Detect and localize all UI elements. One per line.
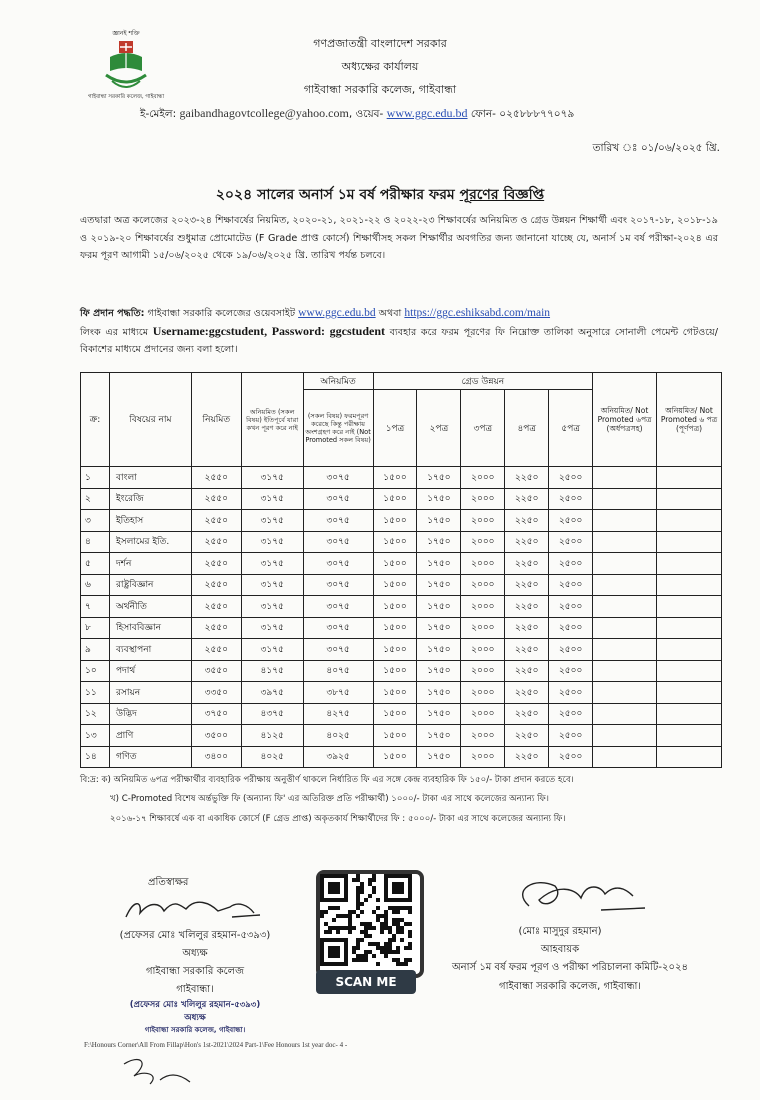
paper-fee-cell: ২৫০০ — [549, 639, 593, 661]
regular-fee-cell: ৩৪০০ — [191, 746, 241, 768]
paper-fee-cell: ২২৫০ — [505, 746, 549, 768]
paper-fee-cell: ১৭৫০ — [417, 703, 461, 725]
paper-fee-cell: ২২৫০ — [505, 574, 549, 596]
fee-table-body — [81, 467, 722, 768]
subject-cell: অর্থনীতি — [109, 596, 191, 618]
paper-fee-cell: ১৭৫০ — [417, 617, 461, 639]
header-paper-5: ৫পত্র — [549, 390, 593, 467]
empty-cell — [657, 596, 722, 618]
paper-fee-cell: ২২৫০ — [505, 531, 549, 553]
header-paper-1: ১পত্র — [373, 390, 417, 467]
header-serial: ক্র: — [81, 373, 110, 467]
paper-fee-cell: ১৫০০ — [373, 617, 417, 639]
empty-cell — [657, 531, 722, 553]
logo-motto: জ্ঞানই শক্তি — [112, 30, 140, 37]
paper-fee-cell: ২০০০ — [461, 617, 505, 639]
paper-fee-cell: ২২৫০ — [505, 703, 549, 725]
title-main: ২০২৪ সালের অনার্স ১ম বর্ষ পরীক্ষার ফরম — [215, 187, 460, 203]
header-college: গাইবান্ধা সরকারি কলেজ, গাইবান্ধা — [303, 83, 457, 96]
empty-cell — [657, 553, 722, 575]
serial-cell: ৮ — [81, 617, 110, 639]
table-row — [81, 531, 722, 553]
paper-fee-cell: ১৭৫০ — [417, 467, 461, 489]
empty-cell — [657, 639, 722, 661]
table-row — [81, 746, 722, 768]
subject-cell: রাষ্ট্রবিজ্ঞান — [109, 574, 191, 596]
fee-text-2: লিংক এর মাধ্যমে — [80, 326, 153, 338]
regular-fee-cell: ২৫৫০ — [191, 574, 241, 596]
irregular-fee-cell: ৪৩৭৫ — [241, 703, 303, 725]
paper-fee-cell: ১৫০০ — [373, 510, 417, 532]
not-promoted-fee-cell: ৩০৭৫ — [303, 639, 373, 661]
serial-cell: ৩ — [81, 510, 110, 532]
website-link[interactable]: www.ggc.edu.bd — [386, 106, 468, 120]
not-promoted-fee-cell: ৩৮৭৫ — [303, 682, 373, 704]
fee-eshiksa-link[interactable]: https://ggc.eshiksabd.com/main — [404, 307, 551, 319]
paper-fee-cell: ২২৫০ — [505, 596, 549, 618]
table-row — [81, 639, 722, 661]
web-label: , ওয়েব- — [348, 108, 384, 120]
empty-cell — [593, 725, 657, 747]
paper-fee-cell: ২২৫০ — [505, 660, 549, 682]
note-b: খ) C-Promoted বিশেষ অর্ন্তভুক্তি ফি (অন্যান্য ফি' এর অতিরিক্ত প্রতি পরীক্ষার্থী) ১০০০/- টাকা এর সাথে কলেজের অন্যান্য ফি। — [110, 794, 549, 804]
empty-cell — [657, 682, 722, 704]
convener-committee: অনার্স ১ম বর্ষ ফরম পূরণ ও পরীক্ষা পরিচালনা কমিটি-২০২৪ — [452, 962, 688, 973]
table-row — [81, 617, 722, 639]
stamp-title: অধ্যক্ষ — [184, 1013, 206, 1023]
paper-fee-cell: ১৭৫০ — [417, 488, 461, 510]
principal-college: গাইবান্ধা সরকারি কলেজ — [145, 966, 245, 977]
not-promoted-fee-cell: ৪০২৫ — [303, 725, 373, 747]
table-row — [81, 574, 722, 596]
empty-cell — [593, 703, 657, 725]
paper-fee-cell: ২২৫০ — [505, 682, 549, 704]
irregular-fee-cell: ৩১৭৫ — [241, 639, 303, 661]
convener-college: গাইবান্ধা সরকারি কলেজ, গাইবান্ধা। — [499, 981, 641, 992]
serial-cell: ১১ — [81, 682, 110, 704]
paper-fee-cell: ১৫০০ — [373, 467, 417, 489]
subject-cell: প্রাণি — [109, 725, 191, 747]
serial-cell: ৫ — [81, 553, 110, 575]
irregular-fee-cell: ৩৯৭৫ — [241, 682, 303, 704]
title-underlined: পূরণের বিজ্ঞপ্তি — [459, 187, 545, 203]
irregular-fee-cell: ৩১৭৫ — [241, 488, 303, 510]
serial-cell: ২ — [81, 488, 110, 510]
header-irregular-new: অনিয়মিত (সকল বিষয়) ইতিপূর্বে যারা কখন পূরণ করে নাই — [241, 373, 303, 467]
header-irregular-not-promoted: (সকল বিষয়) ফরমপূরণ করেছে কিন্তু পরীক্ষায় অংশগ্রহণ করে নাই (Not Promoted সকল বিষয়) — [303, 390, 373, 467]
stamp-college: গাইবান্ধা সরকারি কলেজ, গাইবান্ধা। — [144, 1026, 246, 1034]
header-office: অধ্যক্ষের কার্যালয় — [341, 60, 419, 73]
convener-signature-icon — [505, 872, 655, 920]
subject-cell: দর্শন — [109, 553, 191, 575]
irregular-fee-cell: ৩১৭৫ — [241, 510, 303, 532]
principal-signature-icon — [120, 895, 270, 927]
paper-fee-cell: ২৫০০ — [549, 467, 593, 489]
not-promoted-fee-cell: ৩০৭৫ — [303, 553, 373, 575]
irregular-fee-cell: ৪১৭৫ — [241, 660, 303, 682]
paper-fee-cell: ১৫০০ — [373, 660, 417, 682]
paper-fee-cell: ২০০০ — [461, 488, 505, 510]
serial-cell: ১২ — [81, 703, 110, 725]
paper-fee-cell: ১৭৫০ — [417, 510, 461, 532]
regular-fee-cell: ৩৫৫০ — [191, 660, 241, 682]
note-c: ২০১৬-১৭ শিক্ষাবর্ষে এক বা একাধিক কোর্সে (F গ্রেড প্রাপ্ত) অকৃতকার্য শিক্ষার্থীদের ফি : ৫০০০/- টাকা এর সাথে কলেজের অন্যান্য ফি। — [110, 814, 566, 824]
paper-fee-cell: ১৫০০ — [373, 488, 417, 510]
empty-cell — [657, 574, 722, 596]
paper-fee-cell: ১৫০০ — [373, 682, 417, 704]
paper-fee-cell: ১৭৫০ — [417, 639, 461, 661]
paper-fee-cell: ২০০০ — [461, 574, 505, 596]
intro-paragraph: এতদ্বারা অত্র কলেজের ২০২৩-২৪ শিক্ষাবর্ষের নিয়মিত, ২০২০-২১, ২০২১-২২ ও ২০২২-২৩ শিক্ষাবর্ষের অনিয়মিত ও গ্রেড উন্নয়ন শিক্ষার্থী এবং ২০১৭-১৮, ২০১৮-১৯ ও ২০১৯-২০ শিক্ষাবর্ষের শুধুমাত্র প্রোমোটেড (F Grade প্রাপ্ত কোর্সে) শিক্ষার্থীসহ সকল শিক্ষার্থীর অবগতির জন্য জানানো যাচ্ছে যে, অনার্স ১ম বর্ষ পরীক্ষা-২০২৪ এর ফরম পূরণ আগামী ১৫/০৬/২০২৫ থেকে ১৯/০৬/২০২৫ খ্রি. তারিখ পর্যন্ত চলবে। — [80, 215, 718, 261]
paper-fee-cell: ২০০০ — [461, 703, 505, 725]
paper-fee-cell: ১৭৫০ — [417, 553, 461, 575]
irregular-fee-cell: ৪০২৫ — [241, 746, 303, 768]
empty-cell — [657, 746, 722, 768]
paper-fee-cell: ১৫০০ — [373, 746, 417, 768]
irregular-fee-cell: ৩১৭৫ — [241, 574, 303, 596]
paper-fee-cell: ২৫০০ — [549, 725, 593, 747]
serial-cell: ৯ — [81, 639, 110, 661]
header-np6-full: অনিয়মিত/ Not Promoted ৬ পত্র (পূর্ণপত্র) — [657, 373, 722, 467]
header-paper-2: ২পত্র — [417, 390, 461, 467]
subject-cell: হিসাববিজ্ঞান — [109, 617, 191, 639]
paper-fee-cell: ২২৫০ — [505, 639, 549, 661]
paper-fee-cell: ১৫০০ — [373, 531, 417, 553]
notice-date: তারিখ ঃ ০১/০৬/২০২৫ খ্রি. — [592, 142, 720, 154]
serial-cell: ১০ — [81, 660, 110, 682]
table-row — [81, 553, 722, 575]
table-row — [81, 488, 722, 510]
subject-cell: পদার্থ — [109, 660, 191, 682]
regular-fee-cell: ২৫৫০ — [191, 639, 241, 661]
paper-fee-cell: ২০০০ — [461, 467, 505, 489]
paper-fee-cell: ২০০০ — [461, 596, 505, 618]
serial-cell: ৬ — [81, 574, 110, 596]
irregular-fee-cell: ৩১৭৫ — [241, 531, 303, 553]
empty-cell — [657, 617, 722, 639]
paper-fee-cell: ১৫০০ — [373, 574, 417, 596]
regular-fee-cell: ২৫৫০ — [191, 510, 241, 532]
login-credentials: Username:ggcstudent, Password: ggcstudent — [152, 323, 386, 338]
paper-fee-cell: ২০০০ — [461, 725, 505, 747]
principal-name: (প্রফেসর মোঃ খলিলুর রহমান-৫৩৯৩) — [119, 930, 271, 941]
fee-table — [80, 372, 722, 768]
serial-cell: ১৪ — [81, 746, 110, 768]
table-row — [81, 467, 722, 489]
empty-cell — [593, 639, 657, 661]
paper-fee-cell: ২৫০০ — [549, 660, 593, 682]
table-row — [81, 596, 722, 618]
irregular-fee-cell: ৩১৭৫ — [241, 596, 303, 618]
paper-fee-cell: ২০০০ — [461, 746, 505, 768]
paper-fee-cell: ২৫০০ — [549, 553, 593, 575]
empty-cell — [657, 725, 722, 747]
paper-fee-cell: ১৫০০ — [373, 725, 417, 747]
not-promoted-fee-cell: ৩০৭৫ — [303, 617, 373, 639]
empty-cell — [593, 553, 657, 575]
header-regular: নিয়মিত — [191, 373, 241, 467]
subject-cell: ব্যবস্থাপনা — [109, 639, 191, 661]
paper-fee-cell: ১৭৫০ — [417, 682, 461, 704]
countersign-label: প্রতিস্বাক্ষর — [148, 877, 189, 888]
header-paper-3: ৩পত্র — [461, 390, 505, 467]
regular-fee-cell: ২৫৫০ — [191, 488, 241, 510]
logo-college-name: গাইবান্ধা সরকারি কলেজ, গাইবান্ধা — [87, 94, 165, 100]
fee-text-3: ব্যবহার করে ফরম পূরণের ফি নিম্নোক্ত তালিকা অনুসারে সোনালী পেমেন্ট গেটওয়ে/বিকাশের মাধ্যমে প্রদানের জন্য বলা হলো। — [80, 326, 719, 355]
regular-fee-cell: ২৫৫০ — [191, 467, 241, 489]
paper-fee-cell: ২৫০০ — [549, 703, 593, 725]
irregular-fee-cell: ৩১৭৫ — [241, 617, 303, 639]
fee-text-1: গাইবান্ধা সরকারি কলেজের ওয়েবসাইট — [144, 308, 299, 319]
not-promoted-fee-cell: ৩০৭৫ — [303, 574, 373, 596]
empty-cell — [657, 660, 722, 682]
empty-cell — [593, 682, 657, 704]
fee-website-link[interactable]: www.ggc.edu.bd — [298, 307, 376, 319]
paper-fee-cell: ২০০০ — [461, 682, 505, 704]
paper-fee-cell: ২৫০০ — [549, 531, 593, 553]
table-row — [81, 703, 722, 725]
header-grade-improvement: গ্রেড উন্নয়ন — [373, 373, 593, 390]
not-promoted-fee-cell: ৩০৭৫ — [303, 596, 373, 618]
note-a: বি:দ্র: ক) অনিয়মিত ৬পত্র পরীক্ষার্থীর ব্যবহারিক পরীক্ষায় অনুত্তীর্ণ থাকলে নির্ধারিত ফি এর সঙ্গে কেন্দ্র ব্যবহারিক ফি ১৫০/- টাকা প্রদান করতে হবে। — [80, 775, 574, 785]
paper-fee-cell: ২০০০ — [461, 510, 505, 532]
regular-fee-cell: ৩৭৫০ — [191, 703, 241, 725]
serial-cell: ১৩ — [81, 725, 110, 747]
paper-fee-cell: ২৫০০ — [549, 682, 593, 704]
empty-cell — [593, 660, 657, 682]
not-promoted-fee-cell: ৪২৭৫ — [303, 703, 373, 725]
paper-fee-cell: ২২৫০ — [505, 467, 549, 489]
phone-number: ফোন- ০২৫৮৮৮৭৭০৭৯ — [470, 108, 575, 120]
paper-fee-cell: ২০০০ — [461, 660, 505, 682]
regular-fee-cell: ২৫৫০ — [191, 531, 241, 553]
convener-name: (মোঃ মাসুদুর রহমান) — [518, 926, 602, 937]
irregular-fee-cell: ৩১৭৫ — [241, 467, 303, 489]
paper-fee-cell: ২২৫০ — [505, 510, 549, 532]
subject-cell: রসায়ন — [109, 682, 191, 704]
not-promoted-fee-cell: ৩০৭৫ — [303, 510, 373, 532]
table-row — [81, 725, 722, 747]
stamp-name: (প্রফেসর মোঃ খলিলুর রহমান-৫৩৯৩) — [129, 1000, 261, 1010]
paper-fee-cell: ১৭৫০ — [417, 725, 461, 747]
paper-fee-cell: ১৭৫০ — [417, 660, 461, 682]
empty-cell — [593, 596, 657, 618]
paper-fee-cell: ২২৫০ — [505, 488, 549, 510]
paper-fee-cell: ২৫০০ — [549, 617, 593, 639]
header-np6-half: অনিয়মিত/ Not Promoted ৬পত্র (অর্ধপত্রসহ) — [593, 373, 657, 467]
table-row — [81, 660, 722, 682]
email-label: ই-মেইল: — [140, 108, 177, 120]
fee-paragraph — [80, 305, 718, 359]
paper-fee-cell: ১৫০০ — [373, 639, 417, 661]
empty-cell — [657, 510, 722, 532]
paper-fee-cell: ২৫০০ — [549, 510, 593, 532]
empty-cell — [657, 703, 722, 725]
subject-cell: ইতিহাস — [109, 510, 191, 532]
paper-fee-cell: ১৫০০ — [373, 703, 417, 725]
convener-title: আহবায়ক — [540, 944, 580, 955]
empty-cell — [593, 531, 657, 553]
fee-or: অথবা — [375, 308, 405, 319]
initials-scribble-icon — [120, 1052, 200, 1092]
qr-code-icon — [320, 874, 412, 966]
principal-place: গাইবান্ধা। — [176, 984, 214, 995]
subject-cell: ইংরেজি — [109, 488, 191, 510]
not-promoted-fee-cell: ৩০৭৫ — [303, 467, 373, 489]
paper-fee-cell: ১৭৫০ — [417, 746, 461, 768]
paper-fee-cell: ১৭৫০ — [417, 574, 461, 596]
subject-cell: গণিত — [109, 746, 191, 768]
regular-fee-cell: ২৫৫০ — [191, 617, 241, 639]
paper-fee-cell: ১৫০০ — [373, 553, 417, 575]
not-promoted-fee-cell: ৩০৭৫ — [303, 488, 373, 510]
irregular-fee-cell: ৪১২৫ — [241, 725, 303, 747]
principal-title: অধ্যক্ষ — [182, 948, 208, 959]
regular-fee-cell: ৩৫০০ — [191, 725, 241, 747]
scan-me-label: SCAN ME — [316, 970, 416, 994]
paper-fee-cell: ২৫০০ — [549, 488, 593, 510]
subject-cell: উদ্ভিদ — [109, 703, 191, 725]
header-contact — [140, 106, 740, 124]
subject-cell: বাংলা — [109, 467, 191, 489]
not-promoted-fee-cell: ৩৯২৫ — [303, 746, 373, 768]
table-row — [81, 682, 722, 704]
regular-fee-cell: ২৫৫০ — [191, 596, 241, 618]
empty-cell — [593, 746, 657, 768]
serial-cell: ৪ — [81, 531, 110, 553]
header-government: গণপ্রজাতন্ত্রী বাংলাদেশ সরকার — [313, 37, 447, 50]
serial-cell: ৭ — [81, 596, 110, 618]
paper-fee-cell: ২৫০০ — [549, 596, 593, 618]
irregular-fee-cell: ৩১৭৫ — [241, 553, 303, 575]
regular-fee-cell: ৩৩৫০ — [191, 682, 241, 704]
paper-fee-cell: ২০০০ — [461, 531, 505, 553]
not-promoted-fee-cell: ৩০৭৫ — [303, 531, 373, 553]
paper-fee-cell: ১৭৫০ — [417, 531, 461, 553]
not-promoted-fee-cell: ৪০৭৫ — [303, 660, 373, 682]
paper-fee-cell: ২২৫০ — [505, 553, 549, 575]
empty-cell — [593, 510, 657, 532]
paper-fee-cell: ২০০০ — [461, 553, 505, 575]
paper-fee-cell: ২০০০ — [461, 639, 505, 661]
footer-file-path: F:\Honours Corner\All From Fillap\Hon's 1st-2021\2024 Part-1\Fee Honours 1st year doc- 4 - — [84, 1041, 348, 1049]
paper-fee-cell: ২২৫০ — [505, 617, 549, 639]
header-subject: বিষয়ের নাম — [109, 373, 191, 467]
header-paper-4: ৪পত্র — [505, 390, 549, 467]
serial-cell: ১ — [81, 467, 110, 489]
empty-cell — [593, 574, 657, 596]
qr-code[interactable] — [316, 870, 424, 978]
regular-fee-cell: ২৫৫০ — [191, 553, 241, 575]
fee-label: ফি প্রদান পদ্ধতি: — [80, 308, 145, 319]
empty-cell — [657, 488, 722, 510]
paper-fee-cell: ২৫০০ — [549, 574, 593, 596]
paper-fee-cell: ২২৫০ — [505, 725, 549, 747]
empty-cell — [593, 467, 657, 489]
empty-cell — [593, 488, 657, 510]
empty-cell — [657, 467, 722, 489]
subject-cell: ইসলামের ইতি. — [109, 531, 191, 553]
paper-fee-cell: ১৭৫০ — [417, 596, 461, 618]
header-irregular-group: অনিয়মিত — [303, 373, 373, 390]
notice-title — [0, 183, 760, 207]
table-row — [81, 510, 722, 532]
paper-fee-cell: ১৫০০ — [373, 596, 417, 618]
empty-cell — [593, 617, 657, 639]
paper-fee-cell: ২৫০০ — [549, 746, 593, 768]
email-address[interactable]: gaibandhagovtcollege@yahoo.com — [179, 106, 349, 120]
